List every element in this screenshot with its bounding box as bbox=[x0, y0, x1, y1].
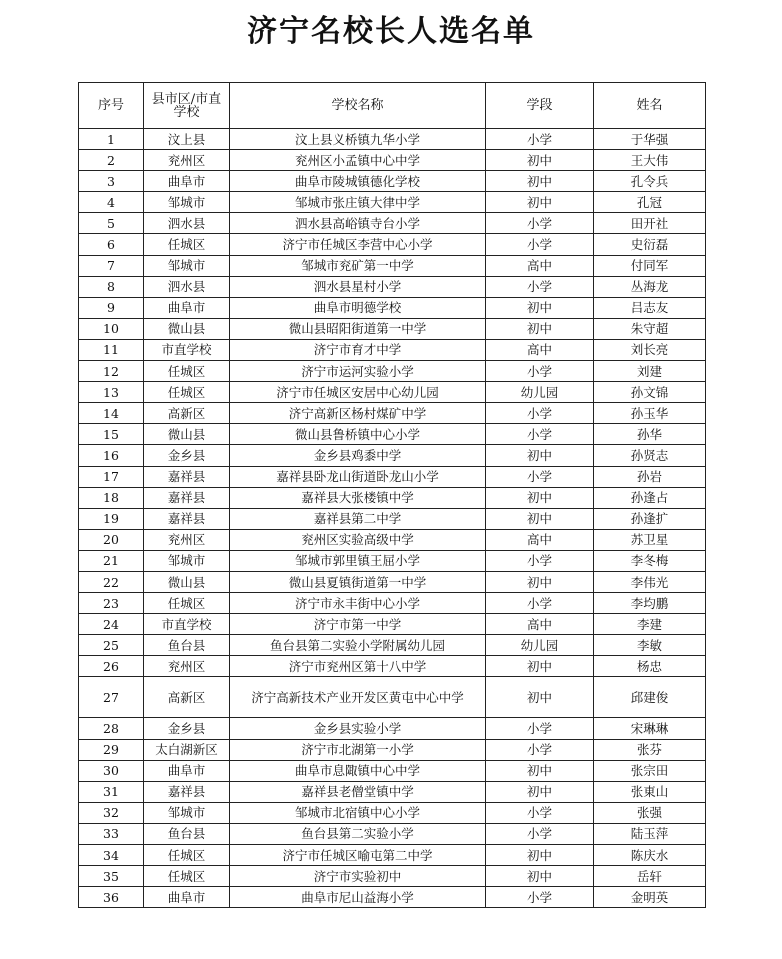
cell-district: 邹城市 bbox=[144, 192, 230, 213]
cell-school: 济宁市育才中学 bbox=[230, 339, 486, 360]
col-header-district: 县市区/市直学校 bbox=[144, 83, 230, 129]
cell-level: 初中 bbox=[486, 171, 594, 192]
cell-name: 孙岩 bbox=[594, 466, 706, 487]
cell-level: 初中 bbox=[486, 318, 594, 339]
cell-level: 小学 bbox=[486, 129, 594, 150]
table-row bbox=[79, 677, 706, 718]
table-row bbox=[79, 593, 706, 614]
cell-school: 微山县昭阳街道第一中学 bbox=[230, 318, 486, 339]
table-row bbox=[79, 823, 706, 844]
cell-district: 嘉祥县 bbox=[144, 781, 230, 802]
table-row bbox=[79, 192, 706, 213]
cell-number: 5 bbox=[79, 213, 144, 234]
cell-number: 26 bbox=[79, 656, 144, 677]
cell-school: 微山县夏镇街道第一中学 bbox=[230, 571, 486, 592]
cell-number: 15 bbox=[79, 424, 144, 445]
cell-name: 金明英 bbox=[594, 887, 706, 908]
cell-district: 邹城市 bbox=[144, 550, 230, 571]
cell-name: 李伟光 bbox=[594, 571, 706, 592]
cell-name: 宋琳琳 bbox=[594, 718, 706, 739]
table-row bbox=[79, 718, 706, 739]
cell-district: 曲阜市 bbox=[144, 887, 230, 908]
cell-name: 李建 bbox=[594, 614, 706, 635]
cell-school: 金乡县实验小学 bbox=[230, 718, 486, 739]
cell-school: 金乡县鸡黍中学 bbox=[230, 445, 486, 466]
col-header-number: 序号 bbox=[79, 83, 144, 129]
table-row bbox=[79, 318, 706, 339]
cell-district: 邹城市 bbox=[144, 802, 230, 823]
cell-school: 济宁市兖州区第十八中学 bbox=[230, 656, 486, 677]
cell-number: 19 bbox=[79, 508, 144, 529]
table-row bbox=[79, 445, 706, 466]
cell-school: 济宁市永丰街中心小学 bbox=[230, 593, 486, 614]
cell-level: 小学 bbox=[486, 739, 594, 760]
cell-name: 刘建 bbox=[594, 361, 706, 382]
cell-name: 孙玉华 bbox=[594, 403, 706, 424]
cell-name: 史衍磊 bbox=[594, 234, 706, 255]
cell-name: 丛海龙 bbox=[594, 276, 706, 297]
cell-level: 初中 bbox=[486, 866, 594, 887]
cell-name: 孔冠 bbox=[594, 192, 706, 213]
cell-name: 孙文锦 bbox=[594, 382, 706, 403]
cell-name: 张宗田 bbox=[594, 760, 706, 781]
cell-level: 小学 bbox=[486, 424, 594, 445]
table-row bbox=[79, 234, 706, 255]
cell-school: 邹城市北宿镇中心小学 bbox=[230, 802, 486, 823]
cell-number: 22 bbox=[79, 571, 144, 592]
cell-name: 李均鹏 bbox=[594, 593, 706, 614]
cell-school: 鱼台县第二实验小学 bbox=[230, 823, 486, 844]
document-title: 济宁名校长人选名单 bbox=[247, 14, 535, 49]
cell-district: 任城区 bbox=[144, 382, 230, 403]
cell-name: 张强 bbox=[594, 802, 706, 823]
cell-level: 初中 bbox=[486, 760, 594, 781]
cell-district: 鱼台县 bbox=[144, 635, 230, 656]
table-row bbox=[79, 150, 706, 171]
cell-name: 王大伟 bbox=[594, 150, 706, 171]
cell-school: 嘉祥县卧龙山街道卧龙山小学 bbox=[230, 466, 486, 487]
cell-level: 幼儿园 bbox=[486, 635, 594, 656]
cell-level: 高中 bbox=[486, 529, 594, 550]
cell-name: 孙贤志 bbox=[594, 445, 706, 466]
cell-school: 济宁高新技术产业开发区黄屯中心中学 bbox=[230, 677, 486, 718]
cell-school: 济宁市第一中学 bbox=[230, 614, 486, 635]
cell-district: 曲阜市 bbox=[144, 171, 230, 192]
table-row bbox=[79, 760, 706, 781]
table-row bbox=[79, 802, 706, 823]
table-row bbox=[79, 739, 706, 760]
cell-number: 11 bbox=[79, 339, 144, 360]
cell-school: 济宁市任城区李营中心小学 bbox=[230, 234, 486, 255]
cell-name: 陆玉萍 bbox=[594, 823, 706, 844]
cell-name: 孙逢占 bbox=[594, 487, 706, 508]
cell-level: 小学 bbox=[486, 361, 594, 382]
cell-school: 曲阜市陵城镇德化学校 bbox=[230, 171, 486, 192]
cell-level: 幼儿园 bbox=[486, 382, 594, 403]
table-header bbox=[79, 83, 706, 129]
col-header-level: 学段 bbox=[486, 83, 594, 129]
table-row bbox=[79, 550, 706, 571]
cell-district: 邹城市 bbox=[144, 255, 230, 276]
table-row bbox=[79, 571, 706, 592]
col-header-school: 学校名称 bbox=[230, 83, 486, 129]
cell-level: 初中 bbox=[486, 508, 594, 529]
cell-level: 小学 bbox=[486, 593, 594, 614]
cell-school: 邹城市张庄镇大律中学 bbox=[230, 192, 486, 213]
cell-level: 初中 bbox=[486, 656, 594, 677]
cell-level: 高中 bbox=[486, 339, 594, 360]
table-row bbox=[79, 382, 706, 403]
cell-number: 6 bbox=[79, 234, 144, 255]
cell-number: 36 bbox=[79, 887, 144, 908]
cell-district: 太白湖新区 bbox=[144, 739, 230, 760]
cell-level: 小学 bbox=[486, 466, 594, 487]
cell-number: 12 bbox=[79, 361, 144, 382]
cell-name: 吕志友 bbox=[594, 297, 706, 318]
table-row bbox=[79, 635, 706, 656]
cell-number: 3 bbox=[79, 171, 144, 192]
cell-number: 31 bbox=[79, 781, 144, 802]
cell-number: 28 bbox=[79, 718, 144, 739]
candidate-table bbox=[78, 82, 706, 908]
cell-district: 鱼台县 bbox=[144, 823, 230, 844]
cell-school: 兖州区小孟镇中心中学 bbox=[230, 150, 486, 171]
table-row bbox=[79, 508, 706, 529]
cell-district: 嘉祥县 bbox=[144, 487, 230, 508]
table-row bbox=[79, 255, 706, 276]
table-row bbox=[79, 129, 706, 150]
cell-number: 24 bbox=[79, 614, 144, 635]
cell-number: 2 bbox=[79, 150, 144, 171]
cell-name: 孙逢扩 bbox=[594, 508, 706, 529]
cell-school: 济宁市北湖第一小学 bbox=[230, 739, 486, 760]
cell-level: 小学 bbox=[486, 718, 594, 739]
cell-name: 于华强 bbox=[594, 129, 706, 150]
cell-name: 朱守超 bbox=[594, 318, 706, 339]
cell-name: 付同军 bbox=[594, 255, 706, 276]
cell-district: 高新区 bbox=[144, 403, 230, 424]
cell-school: 微山县鲁桥镇中心小学 bbox=[230, 424, 486, 445]
cell-number: 20 bbox=[79, 529, 144, 550]
cell-district: 金乡县 bbox=[144, 445, 230, 466]
cell-district: 任城区 bbox=[144, 361, 230, 382]
cell-school: 曲阜市尼山益海小学 bbox=[230, 887, 486, 908]
table-row bbox=[79, 424, 706, 445]
cell-number: 8 bbox=[79, 276, 144, 297]
cell-level: 小学 bbox=[486, 887, 594, 908]
cell-district: 市直学校 bbox=[144, 339, 230, 360]
cell-level: 初中 bbox=[486, 677, 594, 718]
cell-district: 泗水县 bbox=[144, 213, 230, 234]
table-row bbox=[79, 297, 706, 318]
cell-level: 初中 bbox=[486, 845, 594, 866]
cell-number: 9 bbox=[79, 297, 144, 318]
cell-school: 曲阜市息陬镇中心中学 bbox=[230, 760, 486, 781]
table-row bbox=[79, 361, 706, 382]
table-row bbox=[79, 614, 706, 635]
cell-level: 高中 bbox=[486, 255, 594, 276]
cell-number: 29 bbox=[79, 739, 144, 760]
cell-district: 微山县 bbox=[144, 571, 230, 592]
cell-district: 兖州区 bbox=[144, 656, 230, 677]
table-row bbox=[79, 866, 706, 887]
cell-district: 曲阜市 bbox=[144, 760, 230, 781]
table-row bbox=[79, 781, 706, 802]
cell-level: 初中 bbox=[486, 150, 594, 171]
cell-school: 济宁市任城区安居中心幼儿园 bbox=[230, 382, 486, 403]
table-row bbox=[79, 845, 706, 866]
cell-district: 兖州区 bbox=[144, 150, 230, 171]
table-row bbox=[79, 466, 706, 487]
cell-district: 嘉祥县 bbox=[144, 466, 230, 487]
cell-district: 金乡县 bbox=[144, 718, 230, 739]
cell-number: 16 bbox=[79, 445, 144, 466]
header-row bbox=[79, 83, 706, 129]
cell-number: 17 bbox=[79, 466, 144, 487]
cell-number: 34 bbox=[79, 845, 144, 866]
cell-number: 35 bbox=[79, 866, 144, 887]
cell-number: 30 bbox=[79, 760, 144, 781]
cell-district: 市直学校 bbox=[144, 614, 230, 635]
cell-level: 小学 bbox=[486, 234, 594, 255]
cell-name: 苏卫星 bbox=[594, 529, 706, 550]
cell-school: 邹城市郭里镇王屈小学 bbox=[230, 550, 486, 571]
cell-level: 初中 bbox=[486, 781, 594, 802]
cell-level: 初中 bbox=[486, 192, 594, 213]
cell-level: 小学 bbox=[486, 213, 594, 234]
cell-school: 济宁高新区杨村煤矿中学 bbox=[230, 403, 486, 424]
cell-district: 嘉祥县 bbox=[144, 508, 230, 529]
cell-number: 13 bbox=[79, 382, 144, 403]
cell-name: 田开社 bbox=[594, 213, 706, 234]
cell-level: 小学 bbox=[486, 823, 594, 844]
cell-number: 4 bbox=[79, 192, 144, 213]
cell-number: 14 bbox=[79, 403, 144, 424]
table-row bbox=[79, 171, 706, 192]
cell-level: 小学 bbox=[486, 403, 594, 424]
cell-school: 鱼台县第二实验小学附属幼儿园 bbox=[230, 635, 486, 656]
cell-level: 初中 bbox=[486, 487, 594, 508]
cell-school: 嘉祥县大张楼镇中学 bbox=[230, 487, 486, 508]
cell-district: 任城区 bbox=[144, 866, 230, 887]
cell-number: 27 bbox=[79, 677, 144, 718]
cell-number: 10 bbox=[79, 318, 144, 339]
cell-name: 杨忠 bbox=[594, 656, 706, 677]
cell-district: 任城区 bbox=[144, 234, 230, 255]
col-header-name: 姓名 bbox=[594, 83, 706, 129]
cell-name: 张芬 bbox=[594, 739, 706, 760]
table-row bbox=[79, 487, 706, 508]
cell-level: 小学 bbox=[486, 276, 594, 297]
cell-district: 曲阜市 bbox=[144, 297, 230, 318]
cell-number: 33 bbox=[79, 823, 144, 844]
cell-level: 高中 bbox=[486, 614, 594, 635]
cell-level: 初中 bbox=[486, 297, 594, 318]
cell-school: 泗水县高峪镇寺台小学 bbox=[230, 213, 486, 234]
cell-district: 微山县 bbox=[144, 318, 230, 339]
cell-school: 泗水县星村小学 bbox=[230, 276, 486, 297]
cell-name: 李敏 bbox=[594, 635, 706, 656]
cell-district: 任城区 bbox=[144, 845, 230, 866]
cell-name: 孔令兵 bbox=[594, 171, 706, 192]
table-row bbox=[79, 339, 706, 360]
cell-district: 高新区 bbox=[144, 677, 230, 718]
cell-number: 21 bbox=[79, 550, 144, 571]
cell-school: 济宁市实验初中 bbox=[230, 866, 486, 887]
cell-school: 汶上县义桥镇九华小学 bbox=[230, 129, 486, 150]
cell-school: 兖州区实验高级中学 bbox=[230, 529, 486, 550]
cell-district: 兖州区 bbox=[144, 529, 230, 550]
cell-school: 邹城市兖矿第一中学 bbox=[230, 255, 486, 276]
cell-name: 张東山 bbox=[594, 781, 706, 802]
cell-number: 7 bbox=[79, 255, 144, 276]
cell-number: 32 bbox=[79, 802, 144, 823]
cell-school: 济宁市任城区喻屯第二中学 bbox=[230, 845, 486, 866]
cell-level: 小学 bbox=[486, 802, 594, 823]
table-body bbox=[79, 129, 706, 908]
cell-number: 18 bbox=[79, 487, 144, 508]
table-row bbox=[79, 656, 706, 677]
cell-name: 刘长亮 bbox=[594, 339, 706, 360]
cell-name: 孙华 bbox=[594, 424, 706, 445]
cell-name: 邱建俊 bbox=[594, 677, 706, 718]
cell-name: 岳轩 bbox=[594, 866, 706, 887]
table-row bbox=[79, 887, 706, 908]
cell-district: 任城区 bbox=[144, 593, 230, 614]
cell-district: 微山县 bbox=[144, 424, 230, 445]
cell-school: 嘉祥县老僧堂镇中学 bbox=[230, 781, 486, 802]
cell-level: 初中 bbox=[486, 571, 594, 592]
table-row bbox=[79, 403, 706, 424]
cell-number: 23 bbox=[79, 593, 144, 614]
cell-number: 1 bbox=[79, 129, 144, 150]
table-row bbox=[79, 213, 706, 234]
cell-name: 陈庆水 bbox=[594, 845, 706, 866]
cell-number: 25 bbox=[79, 635, 144, 656]
table-row bbox=[79, 276, 706, 297]
cell-district: 泗水县 bbox=[144, 276, 230, 297]
cell-school: 济宁市运河实验小学 bbox=[230, 361, 486, 382]
cell-district: 汶上县 bbox=[144, 129, 230, 150]
table-row bbox=[79, 529, 706, 550]
cell-school: 曲阜市明德学校 bbox=[230, 297, 486, 318]
cell-school: 嘉祥县第二中学 bbox=[230, 508, 486, 529]
cell-name: 李冬梅 bbox=[594, 550, 706, 571]
cell-level: 小学 bbox=[486, 550, 594, 571]
cell-level: 初中 bbox=[486, 445, 594, 466]
